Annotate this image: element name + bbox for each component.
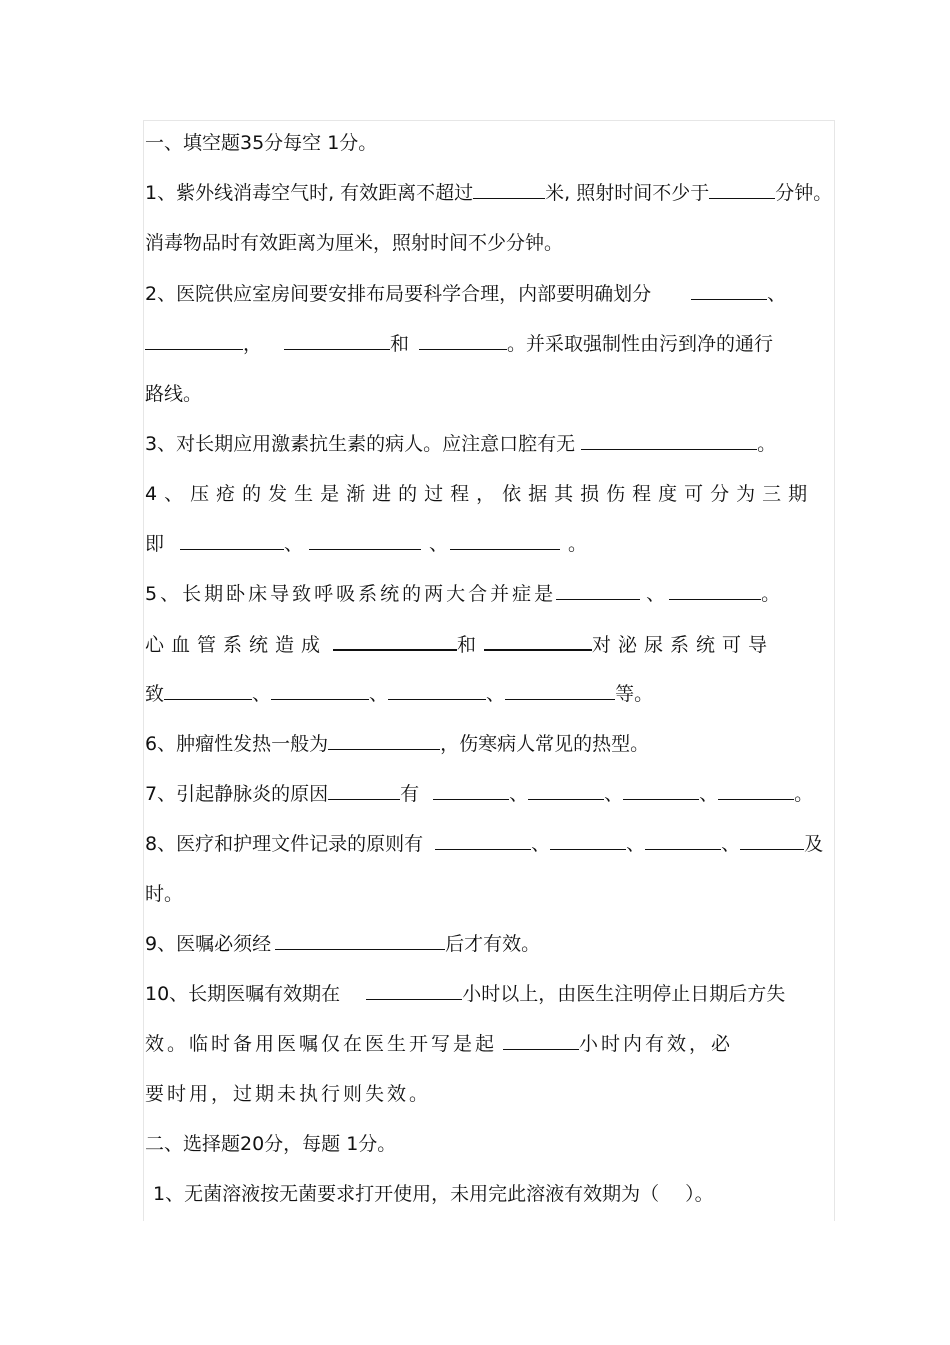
q8-text-e: 及 bbox=[804, 833, 824, 855]
question-2-line-3 bbox=[145, 381, 835, 407]
blank-field[interactable] bbox=[328, 731, 440, 750]
question-4-line-2 bbox=[145, 531, 835, 557]
choice-question-1 bbox=[153, 1181, 843, 1207]
q2-text-b: 、 bbox=[767, 283, 787, 305]
question-2-line-1 bbox=[145, 281, 835, 307]
q9-text-a: 9、医嘱必须经 bbox=[145, 933, 272, 955]
blank-field[interactable] bbox=[145, 331, 243, 350]
section-1-title-text: 一、填空题35分每空 1分。 bbox=[145, 132, 378, 154]
blank-field[interactable] bbox=[740, 831, 804, 850]
q1-line-2-text: 消毒物品时有效距离为厘米，照射时间不少分钟。 bbox=[145, 232, 564, 254]
blank-field[interactable] bbox=[581, 431, 757, 450]
q5-text-d: 心血管系统造成 bbox=[145, 634, 328, 656]
question-10-line-3 bbox=[145, 1081, 835, 1107]
blank-field[interactable] bbox=[271, 681, 369, 700]
blank-field[interactable] bbox=[275, 931, 445, 950]
blank-field[interactable] bbox=[503, 1031, 579, 1050]
blank-field[interactable] bbox=[709, 180, 775, 199]
question-5-line-2 bbox=[145, 631, 835, 658]
q4-text-b: 、 bbox=[284, 533, 304, 555]
blank-field[interactable] bbox=[333, 631, 457, 651]
q8-line-2-text: 时。 bbox=[145, 883, 184, 905]
q5-text-c: 。 bbox=[761, 583, 781, 605]
question-9 bbox=[145, 931, 835, 957]
q5-text-i: 、 bbox=[369, 683, 389, 705]
q5-text-g: 致 bbox=[145, 683, 165, 705]
q8-text-a: 8、医疗和护理文件记录的原则有 bbox=[145, 833, 424, 855]
q5-text-e: 和 bbox=[457, 634, 477, 656]
question-6 bbox=[145, 731, 835, 757]
q4-text-d: 。 bbox=[568, 533, 588, 555]
question-7 bbox=[145, 781, 835, 807]
section-2-title bbox=[145, 1131, 835, 1157]
blank-field[interactable] bbox=[366, 981, 462, 1000]
question-2-line-2 bbox=[145, 331, 835, 357]
blank-field[interactable] bbox=[309, 531, 421, 550]
section-1-title bbox=[145, 130, 835, 156]
q5-text-k: 等。 bbox=[615, 683, 654, 705]
q3-text-b: 。 bbox=[757, 433, 777, 455]
q7-text-e: 、 bbox=[699, 783, 719, 805]
question-1-line-1 bbox=[145, 180, 835, 206]
q1-text-a: 1、紫外线消毒空气时, 有效距离不超过 bbox=[145, 182, 474, 204]
blank-field[interactable] bbox=[450, 531, 560, 550]
q8-text-c: 、 bbox=[626, 833, 646, 855]
blank-field[interactable] bbox=[473, 180, 545, 199]
blank-field[interactable] bbox=[328, 781, 400, 800]
q10-text-d: 小时内有效，必 bbox=[579, 1033, 734, 1055]
q2-text-a: 2、医院供应室房间要安排布局要科学合理，内部要明确划分 bbox=[145, 283, 652, 305]
question-10-line-1 bbox=[145, 981, 835, 1007]
q5-text-h: 、 bbox=[252, 683, 272, 705]
q10-text-c: 效。临时备用医嘱仅在医生开写是起 bbox=[145, 1033, 498, 1055]
q3-text-a: 3、对长期应用激素抗生素的病人。应注意口腔有无 bbox=[145, 433, 576, 455]
blank-field[interactable] bbox=[484, 631, 592, 651]
blank-field[interactable] bbox=[718, 781, 794, 800]
blank-field[interactable] bbox=[550, 831, 626, 850]
q10-line-3-text: 要时用，过期未执行则失效。 bbox=[145, 1083, 432, 1105]
q2-text-e: 。并采取强制性由污到净的通行 bbox=[507, 333, 774, 355]
section-2-title-text: 二、选择题20分，每题 1分。 bbox=[145, 1133, 397, 1155]
q5-text-j: 、 bbox=[486, 683, 506, 705]
blank-field[interactable] bbox=[623, 781, 699, 800]
q7-text-c: 、 bbox=[509, 783, 529, 805]
q7-text-a: 7、引起静脉炎的原因 bbox=[145, 783, 329, 805]
q4-text-a: 即 bbox=[145, 533, 165, 555]
mc1-text-b: ）。 bbox=[685, 1183, 714, 1205]
question-8-line-1 bbox=[145, 831, 835, 857]
question-1-line-2 bbox=[145, 230, 835, 256]
blank-field[interactable] bbox=[691, 281, 767, 300]
q9-text-b: 后才有效。 bbox=[445, 933, 541, 955]
q5-text-f: 对泌尿系统可导 bbox=[592, 634, 775, 656]
q10-text-b: 小时以上，由医生注明停止日期后方失 bbox=[462, 983, 786, 1005]
q1-text-c: 分钟。 bbox=[775, 182, 833, 204]
q8-text-b: 、 bbox=[531, 833, 551, 855]
blank-field[interactable] bbox=[433, 781, 509, 800]
mc1-text-a: 1、无菌溶液按无菌要求打开使用，未用完此溶液有效期为（ bbox=[153, 1183, 660, 1205]
q4-text-c: 、 bbox=[429, 533, 449, 555]
question-5-line-1 bbox=[145, 581, 835, 607]
q7-text-b: 有 bbox=[400, 783, 420, 805]
question-10-line-2 bbox=[145, 1031, 835, 1057]
question-5-line-3 bbox=[145, 681, 835, 707]
blank-field[interactable] bbox=[505, 681, 615, 700]
q4-line-1-text: 4、压疮的发生是渐进的过程，依据其损伤程度可分为三期 bbox=[145, 483, 815, 505]
blank-field[interactable] bbox=[528, 781, 604, 800]
q8-text-d: 、 bbox=[721, 833, 741, 855]
blank-field[interactable] bbox=[556, 581, 640, 600]
q2-text-d: 和 bbox=[390, 333, 410, 355]
q2-text-c: ， bbox=[243, 333, 263, 355]
q10-text-a: 10、长期医嘱有效期在 bbox=[145, 983, 341, 1005]
q6-text-b: ，伤寒病人常见的热型。 bbox=[440, 733, 650, 755]
blank-field[interactable] bbox=[419, 331, 507, 350]
blank-field[interactable] bbox=[284, 331, 390, 350]
question-3 bbox=[145, 431, 835, 457]
q1-text-b: 米, 照射时间不少于 bbox=[545, 182, 710, 204]
blank-field[interactable] bbox=[164, 681, 252, 700]
blank-field[interactable] bbox=[435, 831, 531, 850]
blank-field[interactable] bbox=[645, 831, 721, 850]
q5-text-a: 5、长期卧床导致呼吸系统的两大合并症是 bbox=[145, 583, 557, 605]
q7-text-d: 、 bbox=[604, 783, 624, 805]
question-4-line-1 bbox=[145, 481, 835, 507]
q7-text-f: 。 bbox=[794, 783, 814, 805]
blank-field[interactable] bbox=[180, 531, 284, 550]
question-8-line-2 bbox=[145, 881, 835, 907]
q6-text-a: 6、肿瘤性发热一般为 bbox=[145, 733, 329, 755]
q2-line-3-text: 路线。 bbox=[145, 383, 203, 405]
blank-field[interactable] bbox=[388, 681, 486, 700]
blank-field[interactable] bbox=[669, 581, 761, 600]
q5-text-b: 、 bbox=[646, 583, 666, 605]
